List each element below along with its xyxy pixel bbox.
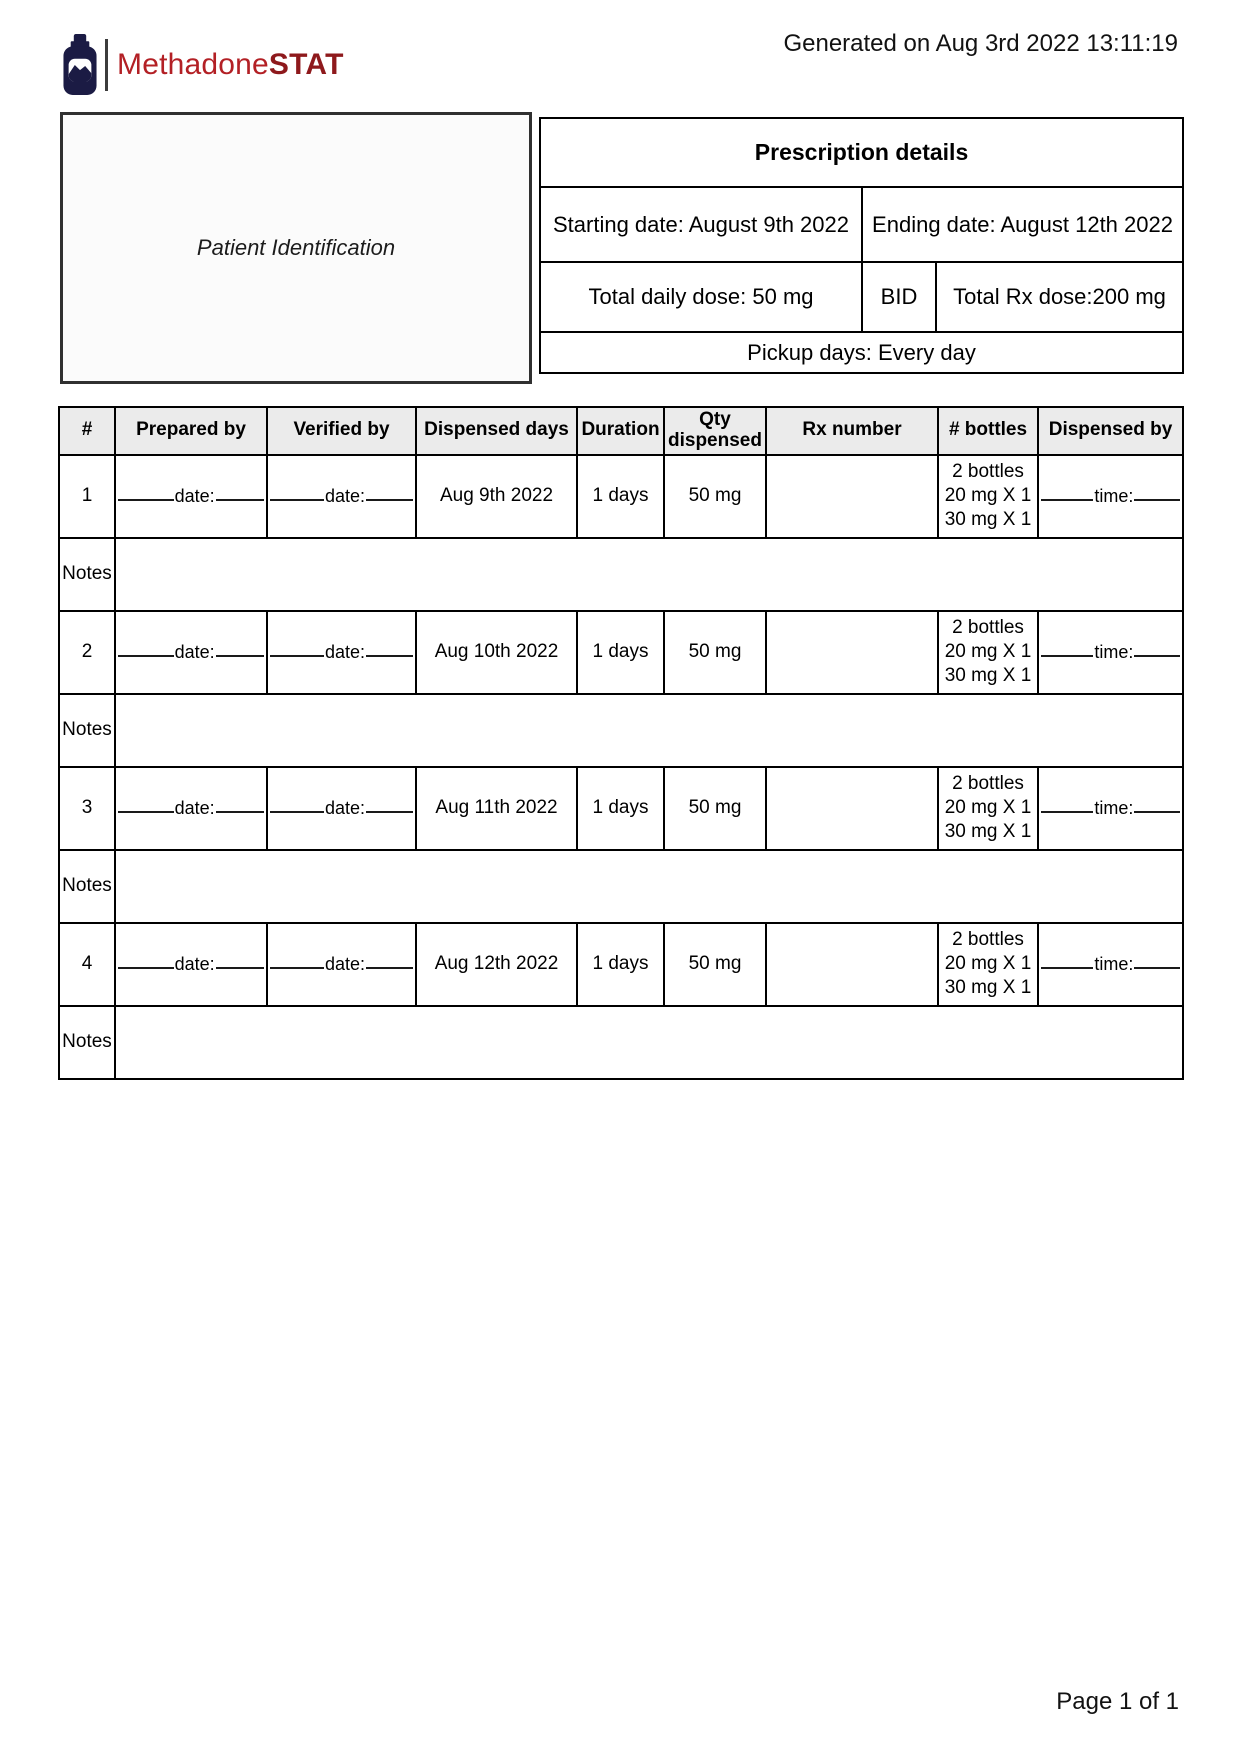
notes-row — [59, 850, 1183, 923]
bottles-line: 30 mg X 1 — [944, 821, 1032, 843]
row-number: 4 — [59, 923, 115, 1006]
row-number: 2 — [59, 611, 115, 694]
logo-name-bold: STAT — [268, 48, 344, 81]
verified-by-cell — [267, 611, 416, 694]
bottles-line: 20 mg X 1 — [944, 953, 1032, 975]
signature-blank — [118, 499, 174, 501]
time-blank — [1134, 811, 1180, 813]
bottles-line: 2 bottles — [952, 616, 1024, 638]
date-blank — [366, 655, 413, 657]
row-number: 3 — [59, 767, 115, 850]
rx-number-cell — [766, 923, 938, 1006]
qty-dispensed-cell: 50 mg — [664, 767, 766, 850]
duration-cell: 1 days — [577, 455, 664, 538]
date-label: date: — [325, 642, 366, 663]
table-row — [59, 767, 1183, 850]
bottles-cell — [938, 611, 1038, 694]
app-logo — [62, 34, 344, 96]
date-blank — [366, 811, 413, 813]
notes-label: Notes — [59, 1006, 115, 1079]
col-header-num: # — [59, 407, 115, 455]
signature-blank — [118, 655, 174, 657]
signature-blank — [1041, 967, 1093, 969]
notes-label: Notes — [59, 694, 115, 767]
page-number: Page 1 of 1 — [1056, 1688, 1179, 1715]
total-daily-dose-cell: Total daily dose: 50 mg — [540, 262, 862, 332]
col-header-prepared-by: Prepared by — [115, 407, 267, 455]
prepared-by-cell — [115, 767, 267, 850]
verified-by-cell — [267, 455, 416, 538]
starting-date-cell: Starting date: August 9th 2022 — [540, 187, 862, 262]
dispensed-by-cell — [1038, 767, 1183, 850]
dispensed-by-cell — [1038, 455, 1183, 538]
dispensed-by-cell — [1038, 611, 1183, 694]
table-header-row — [59, 407, 1183, 455]
signature-blank — [118, 967, 174, 969]
signature-blank — [270, 499, 324, 501]
signature-blank — [1041, 499, 1093, 501]
bottles-cell — [938, 767, 1038, 850]
logo-wordmark — [117, 48, 344, 82]
dispensed-day-cell: Aug 11th 2022 — [416, 767, 577, 850]
qty-dispensed-cell: 50 mg — [664, 455, 766, 538]
bottles-line: 2 bottles — [952, 460, 1024, 482]
date-label: date: — [174, 486, 215, 507]
qty-dispensed-cell: 50 mg — [664, 923, 766, 1006]
rx-number-cell — [766, 767, 938, 850]
logo-divider — [105, 39, 108, 91]
notes-content-cell — [115, 850, 1183, 923]
bottles-line: 20 mg X 1 — [944, 641, 1032, 663]
signature-blank — [270, 967, 324, 969]
prepared-by-cell — [115, 611, 267, 694]
dispensed-day-cell: Aug 12th 2022 — [416, 923, 577, 1006]
date-label: date: — [174, 642, 215, 663]
signature-blank — [1041, 811, 1093, 813]
date-label: date: — [174, 798, 215, 819]
frequency-cell: BID — [862, 262, 936, 332]
bottles-line: 30 mg X 1 — [944, 665, 1032, 687]
generated-timestamp: Generated on Aug 3rd 2022 13:11:19 — [783, 30, 1178, 57]
col-header-duration: Duration — [577, 407, 664, 455]
date-label: date: — [174, 954, 215, 975]
notes-content-cell — [115, 1006, 1183, 1079]
notes-row — [59, 694, 1183, 767]
bottles-cell — [938, 923, 1038, 1006]
bottles-line: 20 mg X 1 — [944, 485, 1032, 507]
pickup-days-cell: Pickup days: Every day — [540, 332, 1183, 373]
notes-label: Notes — [59, 850, 115, 923]
bottles-line: 20 mg X 1 — [944, 797, 1032, 819]
date-blank — [216, 655, 264, 657]
col-header-verified-by: Verified by — [267, 407, 416, 455]
table-row — [59, 455, 1183, 538]
time-label: time: — [1094, 486, 1134, 507]
col-header-qty-dispensed: Qty dispensed — [664, 407, 766, 455]
date-label: date: — [325, 798, 366, 819]
bottles-line: 30 mg X 1 — [944, 977, 1032, 999]
signature-blank — [118, 811, 174, 813]
prescription-details-title: Prescription details — [540, 118, 1183, 187]
col-header-num-bottles: # bottles — [938, 407, 1038, 455]
bottles-line: 2 bottles — [952, 772, 1024, 794]
date-label: date: — [325, 954, 366, 975]
logo-name-regular: Methadone — [117, 48, 269, 81]
ending-date-cell: Ending date: August 12th 2022 — [862, 187, 1183, 262]
notes-content-cell — [115, 694, 1183, 767]
duration-cell: 1 days — [577, 611, 664, 694]
prepared-by-cell — [115, 455, 267, 538]
row-number: 1 — [59, 455, 115, 538]
dispensed-by-cell — [1038, 923, 1183, 1006]
time-blank — [1134, 655, 1180, 657]
dispensed-day-cell: Aug 10th 2022 — [416, 611, 577, 694]
verified-by-cell — [267, 767, 416, 850]
patient-identification-label: Patient Identification — [196, 235, 396, 260]
bottles-line: 2 bottles — [952, 928, 1024, 950]
time-label: time: — [1094, 642, 1134, 663]
time-label: time: — [1094, 798, 1134, 819]
signature-blank — [270, 655, 324, 657]
bottles-line: 30 mg X 1 — [944, 509, 1032, 531]
rx-number-cell — [766, 611, 938, 694]
signature-blank — [1041, 655, 1093, 657]
total-rx-dose-cell: Total Rx dose:200 mg — [936, 262, 1183, 332]
medicine-bottle-icon — [62, 34, 98, 96]
verified-by-cell — [267, 923, 416, 1006]
time-blank — [1134, 499, 1180, 501]
duration-cell: 1 days — [577, 767, 664, 850]
notes-label: Notes — [59, 538, 115, 611]
col-header-dispensed-days: Dispensed days — [416, 407, 577, 455]
date-blank — [216, 811, 264, 813]
duration-cell: 1 days — [577, 923, 664, 1006]
date-blank — [216, 499, 264, 501]
rx-number-cell — [766, 455, 938, 538]
patient-identification-box — [60, 112, 532, 384]
time-label: time: — [1094, 954, 1134, 975]
col-header-rx-number: Rx number — [766, 407, 938, 455]
table-row — [59, 611, 1183, 694]
date-blank — [216, 967, 264, 969]
notes-content-cell — [115, 538, 1183, 611]
prescription-details-table — [539, 117, 1184, 374]
prepared-by-cell — [115, 923, 267, 1006]
date-label: date: — [325, 486, 366, 507]
table-row — [59, 923, 1183, 1006]
qty-dispensed-cell: 50 mg — [664, 611, 766, 694]
date-blank — [366, 967, 413, 969]
notes-row — [59, 1006, 1183, 1079]
col-header-dispensed-by: Dispensed by — [1038, 407, 1183, 455]
notes-row — [59, 538, 1183, 611]
dispensed-day-cell: Aug 9th 2022 — [416, 455, 577, 538]
time-blank — [1134, 967, 1180, 969]
dispense-log-table — [58, 406, 1184, 1080]
bottles-cell — [938, 455, 1038, 538]
date-blank — [366, 499, 413, 501]
signature-blank — [270, 811, 324, 813]
